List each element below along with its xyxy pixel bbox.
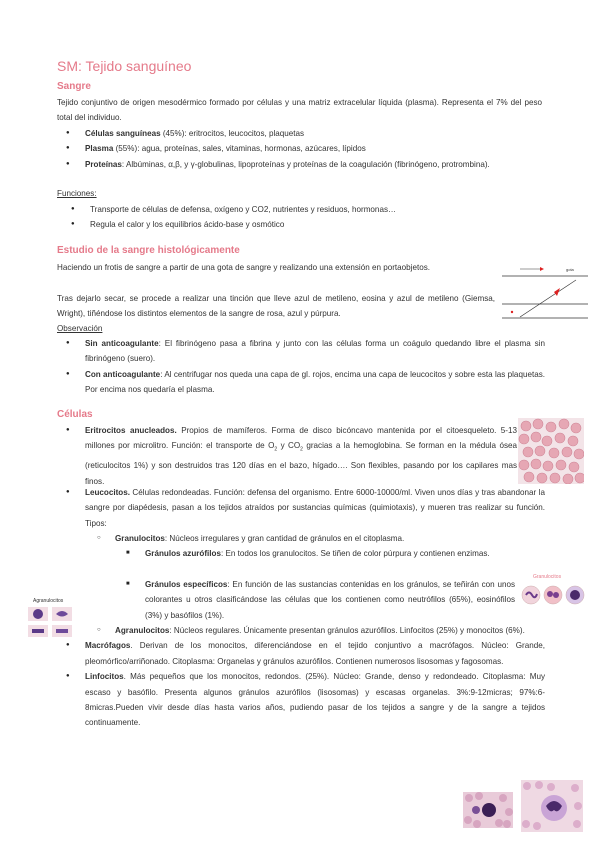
list-item: ● Proteínas: Albúminas, α,β, y γ-globulinas, lipoproteínas y proteínas de la coagulación (fibrinógeno, protrombina).: [57, 157, 542, 172]
list-item: ● Plasma (55%): agua, proteínas, sales, vitaminas, hormonas, azúcares, lípidos: [57, 141, 542, 156]
list-item: ● Células sanguíneas (45%): eritrocitos, leucocitos, plaquetas: [57, 126, 542, 141]
celulas-list-5: [57, 623, 545, 731]
funciones-label: Funciones:: [57, 189, 97, 198]
list-item: ■ Gránulos específicos: En función de las sustancias contenidas en los gránulos, se teñirán con unos colorantes u otros clasificándose las células que los contienen como neutrófilos (65%), eosinófilos (3%) y basófilos (1%).: [117, 577, 515, 623]
erythrocyte-micrograph: [518, 418, 584, 484]
observacion-label: Observación: [57, 324, 103, 333]
lymphocyte-micrograph: [463, 792, 513, 828]
heading-estudio: Estudio de la sangre histológicamente: [57, 245, 240, 256]
list-item: ● Linfocitos. Más pequeños que los monocitos, redondos. (25%). Núcleo: Grande, denso y redondeado. Citoplasma: Muy escaso y basófilo. Presenta algunos gránulos azurófilos (lisosomas) y escasas organelas. 3%:9-12micras; 97%:6-8micras.Pueden vivir desde días hasta varios años, pudiendo pasar de los tejidos a sangre y de la sangre a tejidos continuamente.: [57, 669, 545, 731]
celulas-list-2: [57, 485, 545, 531]
heading-sangre: Sangre: [57, 81, 91, 92]
monocyte-micrograph: [521, 780, 583, 832]
diagram-label: gota: [566, 267, 574, 272]
list-item: ● Macrófagos. Derivan de los monocitos, diferenciándose en el tejido conjuntivo a macrófagos. Núcleo: Grande, pleomórfico/arriñonado. Citoplasma: Organelas y gránulos azurófilos. Contienen numerosos lisosomas y fagosomas.: [57, 638, 545, 669]
list-item: ○ Agranulocitos: Núcleos regulares. Únicamente presentan gránulos azurófilos. Linfocitos (25%) y monocitos (6%).: [87, 623, 545, 638]
list-item: ● Eritrocitos anucleados. Propios de mamíferos. Forma de disco bicóncavo mantenida por el citoesqueleto. 5-13 millones por microlitro. Función: el transporte de $O_2$ y $CO_2$ gracias a la hemoglobina. Se forman en la médula ósea (reticulocitos 1%) y son destruidos tras 120 días en el bazo, hígado…. Son flexibles, pasando por los capilares mas finos.: [57, 423, 517, 489]
sangre-intro: Tejido conjuntivo de origen mesodérmico formado por células y una matriz extracelular líquida (plasma). Representa el 7% del peso total del individuo.: [57, 98, 542, 123]
granulocitos-figure-label: Granulocitos: [533, 574, 562, 580]
smear-diagram: [500, 262, 590, 330]
observacion-list: [57, 336, 545, 398]
celulas-list-4: [57, 577, 515, 623]
funciones-list: [62, 202, 542, 233]
list-item: ○ Granulocitos: Núcleos irregulares y gran cantidad de gránulos en el citoplasma.: [87, 531, 545, 546]
heading-celulas: Células: [57, 409, 93, 420]
celulas-list-1: [57, 423, 517, 489]
list-item: ● Leucocitos. Células redondeadas. Función: defensa del organismo. Entre 6000-10000/ml. Viven unos días y tras abandonar la sangre por diapédesis, pasan a los tejidos atraídos por sustancias químicas (quimiotaxis), y mueren tras realizar su función. Tipos:: [57, 485, 545, 531]
agranulocitos-figure-label: Agranulocitos: [33, 598, 64, 604]
agranulocitos-figure: [28, 607, 74, 639]
list-item: ● Regula el calor y los equilibrios ácido-base y osmótico: [62, 217, 542, 232]
page-title: SM: Tejido sanguíneo: [57, 58, 192, 74]
list-item: ● Con anticoagulante: Al centrifugar nos queda una capa de gl. rojos, encima una capa de leucocitos y sobre esta las plaquetas. Por encima nos quedaría el plasma.: [57, 367, 545, 398]
estudio-p1: Haciendo un frotis de sangre a partir de una gota de sangre y realizando una extensión en portaobjetos.: [57, 263, 431, 272]
list-item: ■ Gránulos azurófilos: En todos los granulocitos. Se tiñen de color púrpura y contienen enzimas.: [117, 546, 545, 561]
list-item: ● Sin anticoagulante: El fibrinógeno pasa a fibrina y junto con las células forma un coágulo quedando libre el plasma sin fibrinógeno (suero).: [57, 336, 545, 367]
list-item: ● Transporte de células de defensa, oxígeno y CO2, nutrientes y residuos, hormonas…: [62, 202, 542, 217]
celulas-list-3: [57, 531, 545, 562]
granulocitos-figure: [521, 583, 585, 607]
estudio-p2: Tras dejarlo secar, se procede a realizar una tinción que lleve azul de metileno, eosina y azul de metileno (Giemsa, Wright), tiñéndose los distintos elementos de la sangre de rosa, azul y púrpura.: [57, 294, 495, 319]
sangre-bullets: [57, 126, 542, 172]
